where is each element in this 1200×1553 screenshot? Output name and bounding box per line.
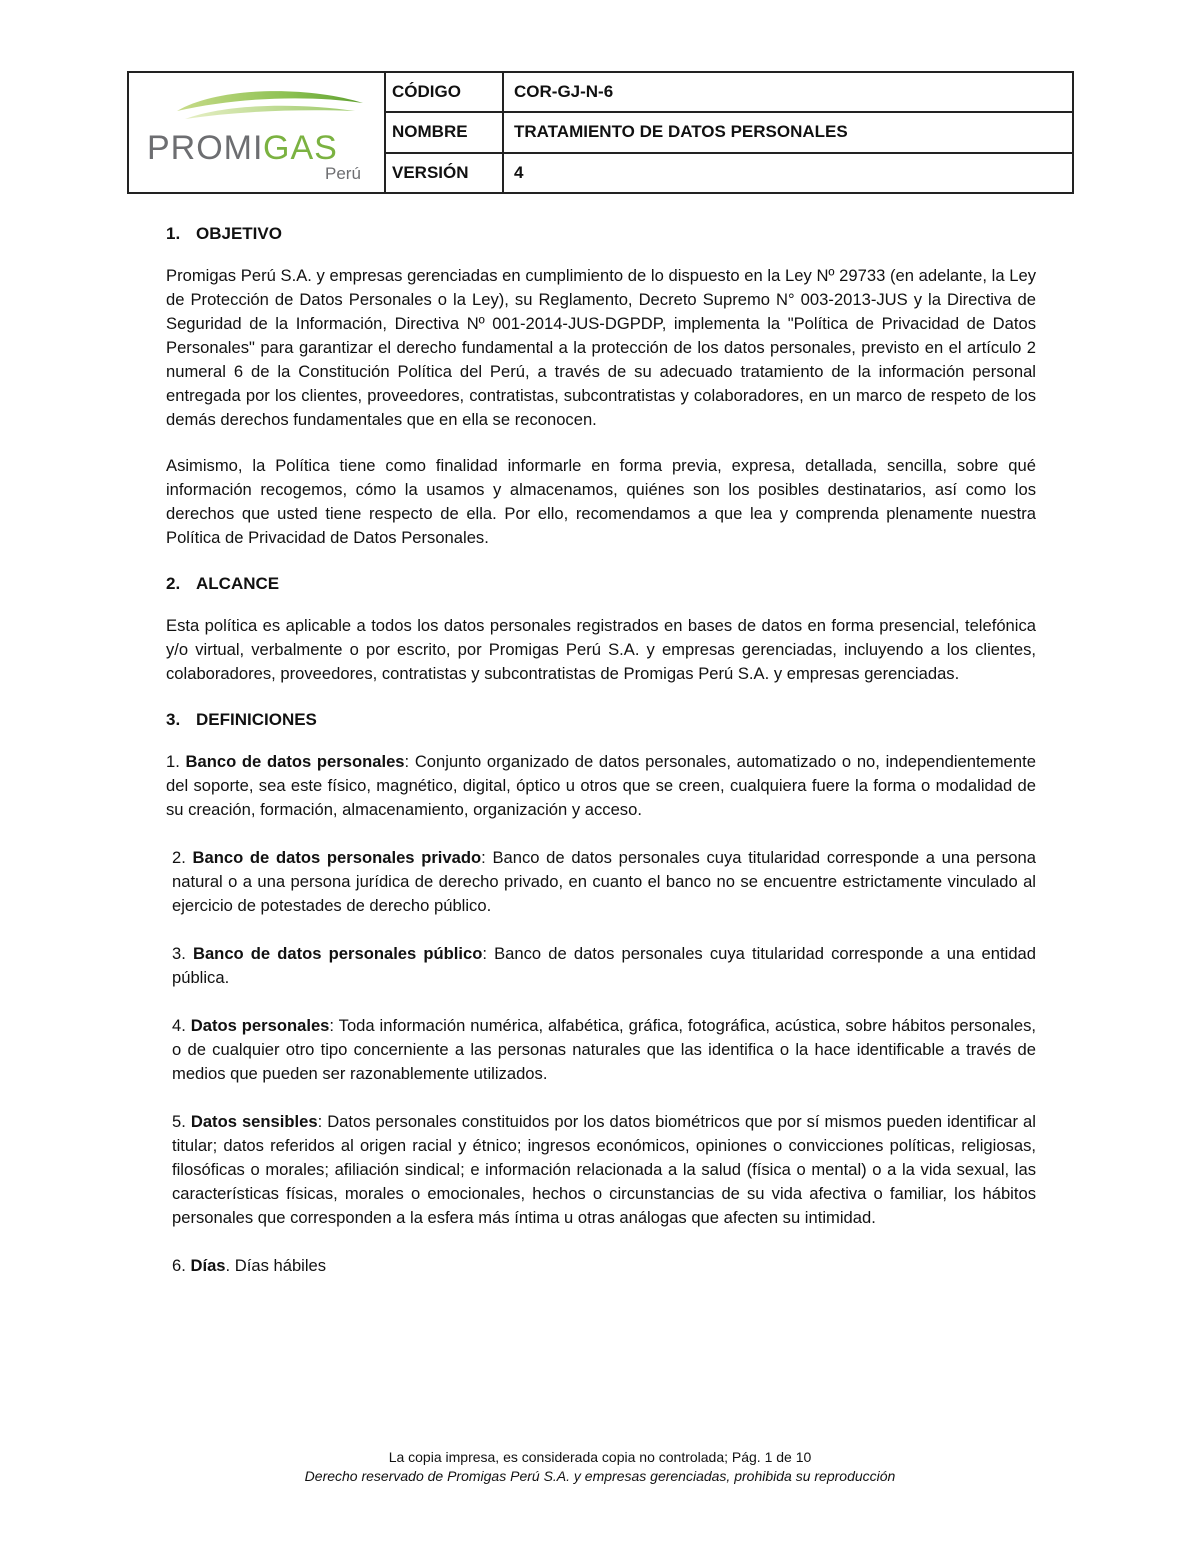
svg-text:PROMI: PROMI [147, 129, 264, 167]
section-number: 1. [166, 224, 181, 243]
logo-cell [129, 73, 386, 192]
header-info-cells [386, 73, 1072, 192]
definition-number: 4. [172, 1016, 186, 1035]
header-label-version: VERSIÓN [386, 154, 504, 192]
definition-item [166, 1254, 1036, 1278]
definition-item [166, 846, 1036, 918]
definition-text: Banco de datos personales cuya titularidad corresponde a una entidad pública. [172, 944, 1037, 987]
header-value-code: COR-GJ-N-6 [514, 82, 614, 102]
definition-term: Datos sensibles [190, 1112, 318, 1131]
definition-number: 1. [166, 752, 180, 771]
definition-number: 6. [172, 1256, 186, 1275]
section-title-objetivo [166, 222, 1036, 246]
page-footer [0, 1448, 1200, 1486]
section-title-text: ALCANCE [196, 574, 280, 593]
definition-text: Toda información numérica, alfabética, gráfica, fotográfica, acústica, sobre hábitos personales, o de cualquier otro tipo concerniente a las personas naturales que las identifica o la hace identificable a través de medios que pueden ser razonablemente utilizados. [172, 1016, 1036, 1083]
svg-text:GAS: GAS [263, 129, 338, 167]
alcance-paragraph: Esta política es aplicable a todos los datos personales registrados en bases de datos en forma presencial, telefónica y/o virtual, verbalmente o por escrito, por Promigas Perú S.A. y empresas gerenciadas, incluyendo a los clientes, colaboradores, proveedores, contratistas y subcontratistas de Promigas Perú S.A. y empresas gerenciadas. [166, 616, 1036, 683]
definition-item [166, 750, 1036, 822]
section-title-definiciones [166, 708, 1036, 732]
definition-text: Banco de datos personales cuya titularidad corresponde a una persona natural o a una persona jurídica de derecho privado, en cuanto el banco no se encuentre estrictamente vinculado al ejercicio de potestades de derecho público. [172, 848, 1036, 915]
promigas-logo [139, 81, 377, 189]
header-label-code: CÓDIGO [386, 73, 504, 111]
definition-number: 3. [172, 944, 186, 963]
definition-separator: : [317, 1112, 328, 1131]
section-number: 3. [166, 710, 181, 729]
header-row-name [386, 113, 1072, 153]
section-title-text: DEFINICIONES [196, 710, 317, 729]
footer-copy-notice: La copia impresa, es considerada copia no controlada; Pág. 1 de 10 [388, 1449, 812, 1465]
header-label-name: NOMBRE [386, 113, 504, 151]
definition-text: Días hábiles [234, 1256, 327, 1275]
definition-number: 2. [172, 848, 186, 867]
header-value-version: 4 [514, 162, 524, 182]
svg-text:Perú: Perú [325, 164, 361, 183]
definition-separator: : [404, 752, 415, 771]
objetivo-paragraph-1: Promigas Perú S.A. y empresas gerenciadas en cumplimiento de lo dispuesto en la Ley Nº 29733 (en adelante, la Ley de Protección de Datos Personales o la Ley), su Reglamento, Decreto Supremo N° 003-2013-JUS y la Directiva de Seguridad de la Información, Directiva Nº 001-2014-JUS-DGPDP, implementa la "Política de Privacidad de Datos Personales" para garantizar el derecho fundamental a la protección de los datos personales, previsto en el artículo 2 numeral 6 de la Constitución Política del Perú, a través de su adecuado tratamiento de la información personal entregada por los clientes, proveedores, contratistas, subcontratistas y colaboradores, en un marco de respeto de los demás derechos fundamentales que en ella se reconocen. [166, 266, 1036, 429]
definition-term: Datos personales [190, 1016, 330, 1035]
objetivo-paragraph-2: Asimismo, la Política tiene como finalidad informarle en forma previa, expresa, detallada, sencilla, sobre qué información recogemos, cómo la usamos y almacenamos, quiénes son los posibles destinatarios, así como los derechos que usted tiene respecto de ella. Por ello, recomendamos a que lea y comprenda plenamente nuestra Política de Privacidad de Datos Personales. [166, 456, 1036, 547]
definition-separator: : [329, 1016, 339, 1035]
document-body [166, 222, 1036, 1302]
definition-separator: . [225, 1256, 235, 1275]
definition-term: Días [190, 1256, 226, 1275]
section-number: 2. [166, 574, 181, 593]
header-value-name: TRATAMIENTO DE DATOS PERSONALES [514, 122, 848, 142]
definition-separator: : [482, 944, 495, 963]
document-header-table [127, 71, 1074, 194]
definition-separator: : [481, 848, 493, 867]
footer-rights-notice: Derecho reservado de Promigas Perú S.A. y empresas gerenciadas, prohibida su reproducción [304, 1468, 896, 1484]
definition-term: Banco de datos personales público [192, 944, 483, 963]
definition-number: 5. [172, 1112, 186, 1131]
definition-term: Banco de datos personales privado [192, 848, 482, 867]
definition-text: Conjunto organizado de datos personales, automatizado o no, independientemente del soporte, sea este físico, magnético, digital, óptico u otros que se creen, cualquiera fuere la forma o modalidad de su creación, formación, almacenamiento, organización y acceso. [166, 752, 1036, 819]
section-title-text: OBJETIVO [196, 224, 282, 243]
definition-text: Datos personales constituidos por los datos biométricos que por sí mismos pueden identificar al titular; datos referidos al origen racial y étnico; ingresos económicos, opiniones o convicciones políticas, religiosas, filosóficas o morales; afiliación sindical; e información relacionada a la salud (física o mental) o a la vida sexual, las características físicas, morales o emocionales, hechos o circunstancias de su vida afectiva o familiar, los hábitos personales que corresponden a la esfera más íntima u otras análogas que afecten su intimidad. [172, 1112, 1036, 1227]
header-row-version [386, 154, 1072, 192]
definition-item [166, 1014, 1036, 1086]
definition-item [166, 942, 1036, 990]
definition-item [166, 1110, 1036, 1230]
header-row-code [386, 73, 1072, 113]
definition-term: Banco de datos personales [185, 752, 405, 771]
section-title-alcance [166, 572, 1036, 596]
